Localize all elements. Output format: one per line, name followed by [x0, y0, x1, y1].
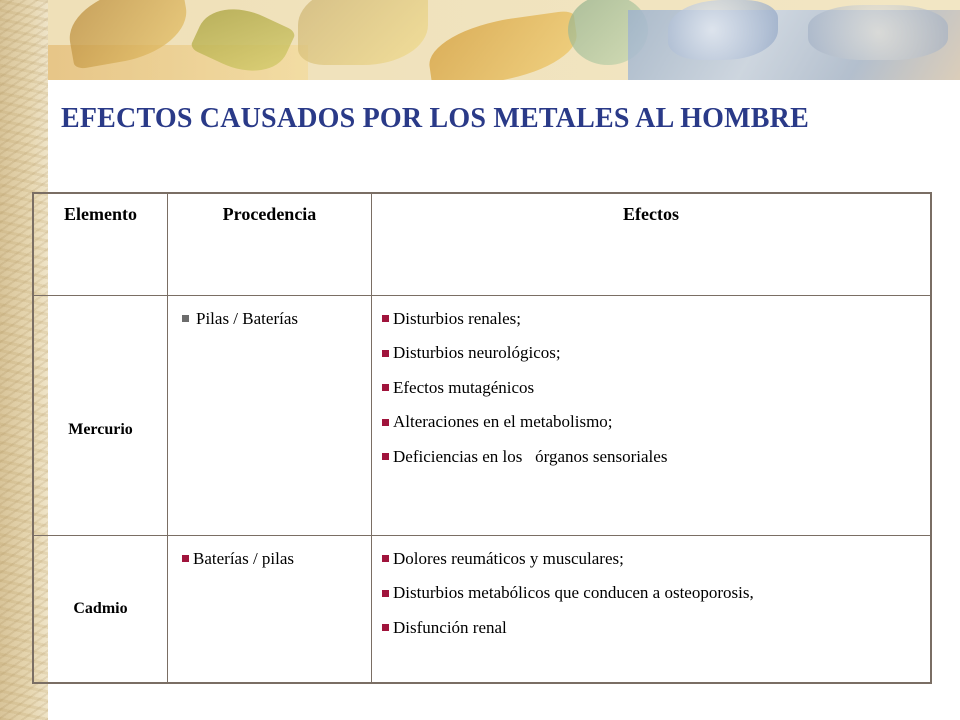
- table-row: [33, 295, 931, 535]
- list-item: Disturbios neurológicos;: [382, 342, 926, 363]
- square-bullet-icon: [182, 555, 189, 562]
- header-efectos: Efectos: [372, 193, 932, 295]
- square-bullet-icon: [382, 384, 389, 391]
- square-bullet-icon: [382, 453, 389, 460]
- list-item: Pilas / Baterías: [182, 308, 367, 329]
- efectos-list: [372, 536, 930, 638]
- flower-decoration: [808, 5, 948, 60]
- list-item: Baterías / pilas: [182, 548, 367, 569]
- square-bullet-icon: [182, 315, 189, 322]
- list-item: Disturbios metabólicos que conducen a osteoporosis,: [382, 582, 926, 603]
- cell-elemento: Mercurio: [33, 295, 168, 535]
- leaf-decoration: [298, 0, 428, 65]
- cell-procedencia: [168, 535, 372, 683]
- decorative-top-banner: [48, 0, 960, 80]
- list-item: Alteraciones en el metabolismo;: [382, 411, 926, 432]
- flower-decoration: [668, 0, 778, 60]
- square-bullet-icon: [382, 350, 389, 357]
- leaf-decoration: [425, 10, 582, 80]
- square-bullet-icon: [382, 624, 389, 631]
- list-item: Deficiencias en los órganos sensoriales: [382, 446, 926, 467]
- table-row: [33, 535, 931, 683]
- list-item: Disfunción renal: [382, 617, 926, 638]
- procedencia-list: [168, 536, 371, 569]
- page-title: EFECTOS CAUSADOS POR LOS METALES AL HOMBRE: [61, 103, 809, 134]
- list-item: Disturbios renales;: [382, 308, 926, 329]
- square-bullet-icon: [382, 590, 389, 597]
- square-bullet-icon: [382, 555, 389, 562]
- header-procedencia: Procedencia: [168, 193, 372, 295]
- cell-efectos: [372, 535, 932, 683]
- list-item: Efectos mutagénicos: [382, 377, 926, 398]
- header-elemento: Elemento: [33, 193, 168, 295]
- square-bullet-icon: [382, 419, 389, 426]
- efectos-list: [372, 296, 930, 467]
- list-item: Dolores reumáticos y musculares;: [382, 548, 926, 569]
- square-bullet-icon: [382, 315, 389, 322]
- table-header-row: [33, 193, 931, 295]
- cell-elemento: Cadmio: [33, 535, 168, 683]
- cell-efectos: [372, 295, 932, 535]
- procedencia-list: [168, 296, 371, 329]
- metals-effects-table: [32, 192, 932, 684]
- cell-procedencia: [168, 295, 372, 535]
